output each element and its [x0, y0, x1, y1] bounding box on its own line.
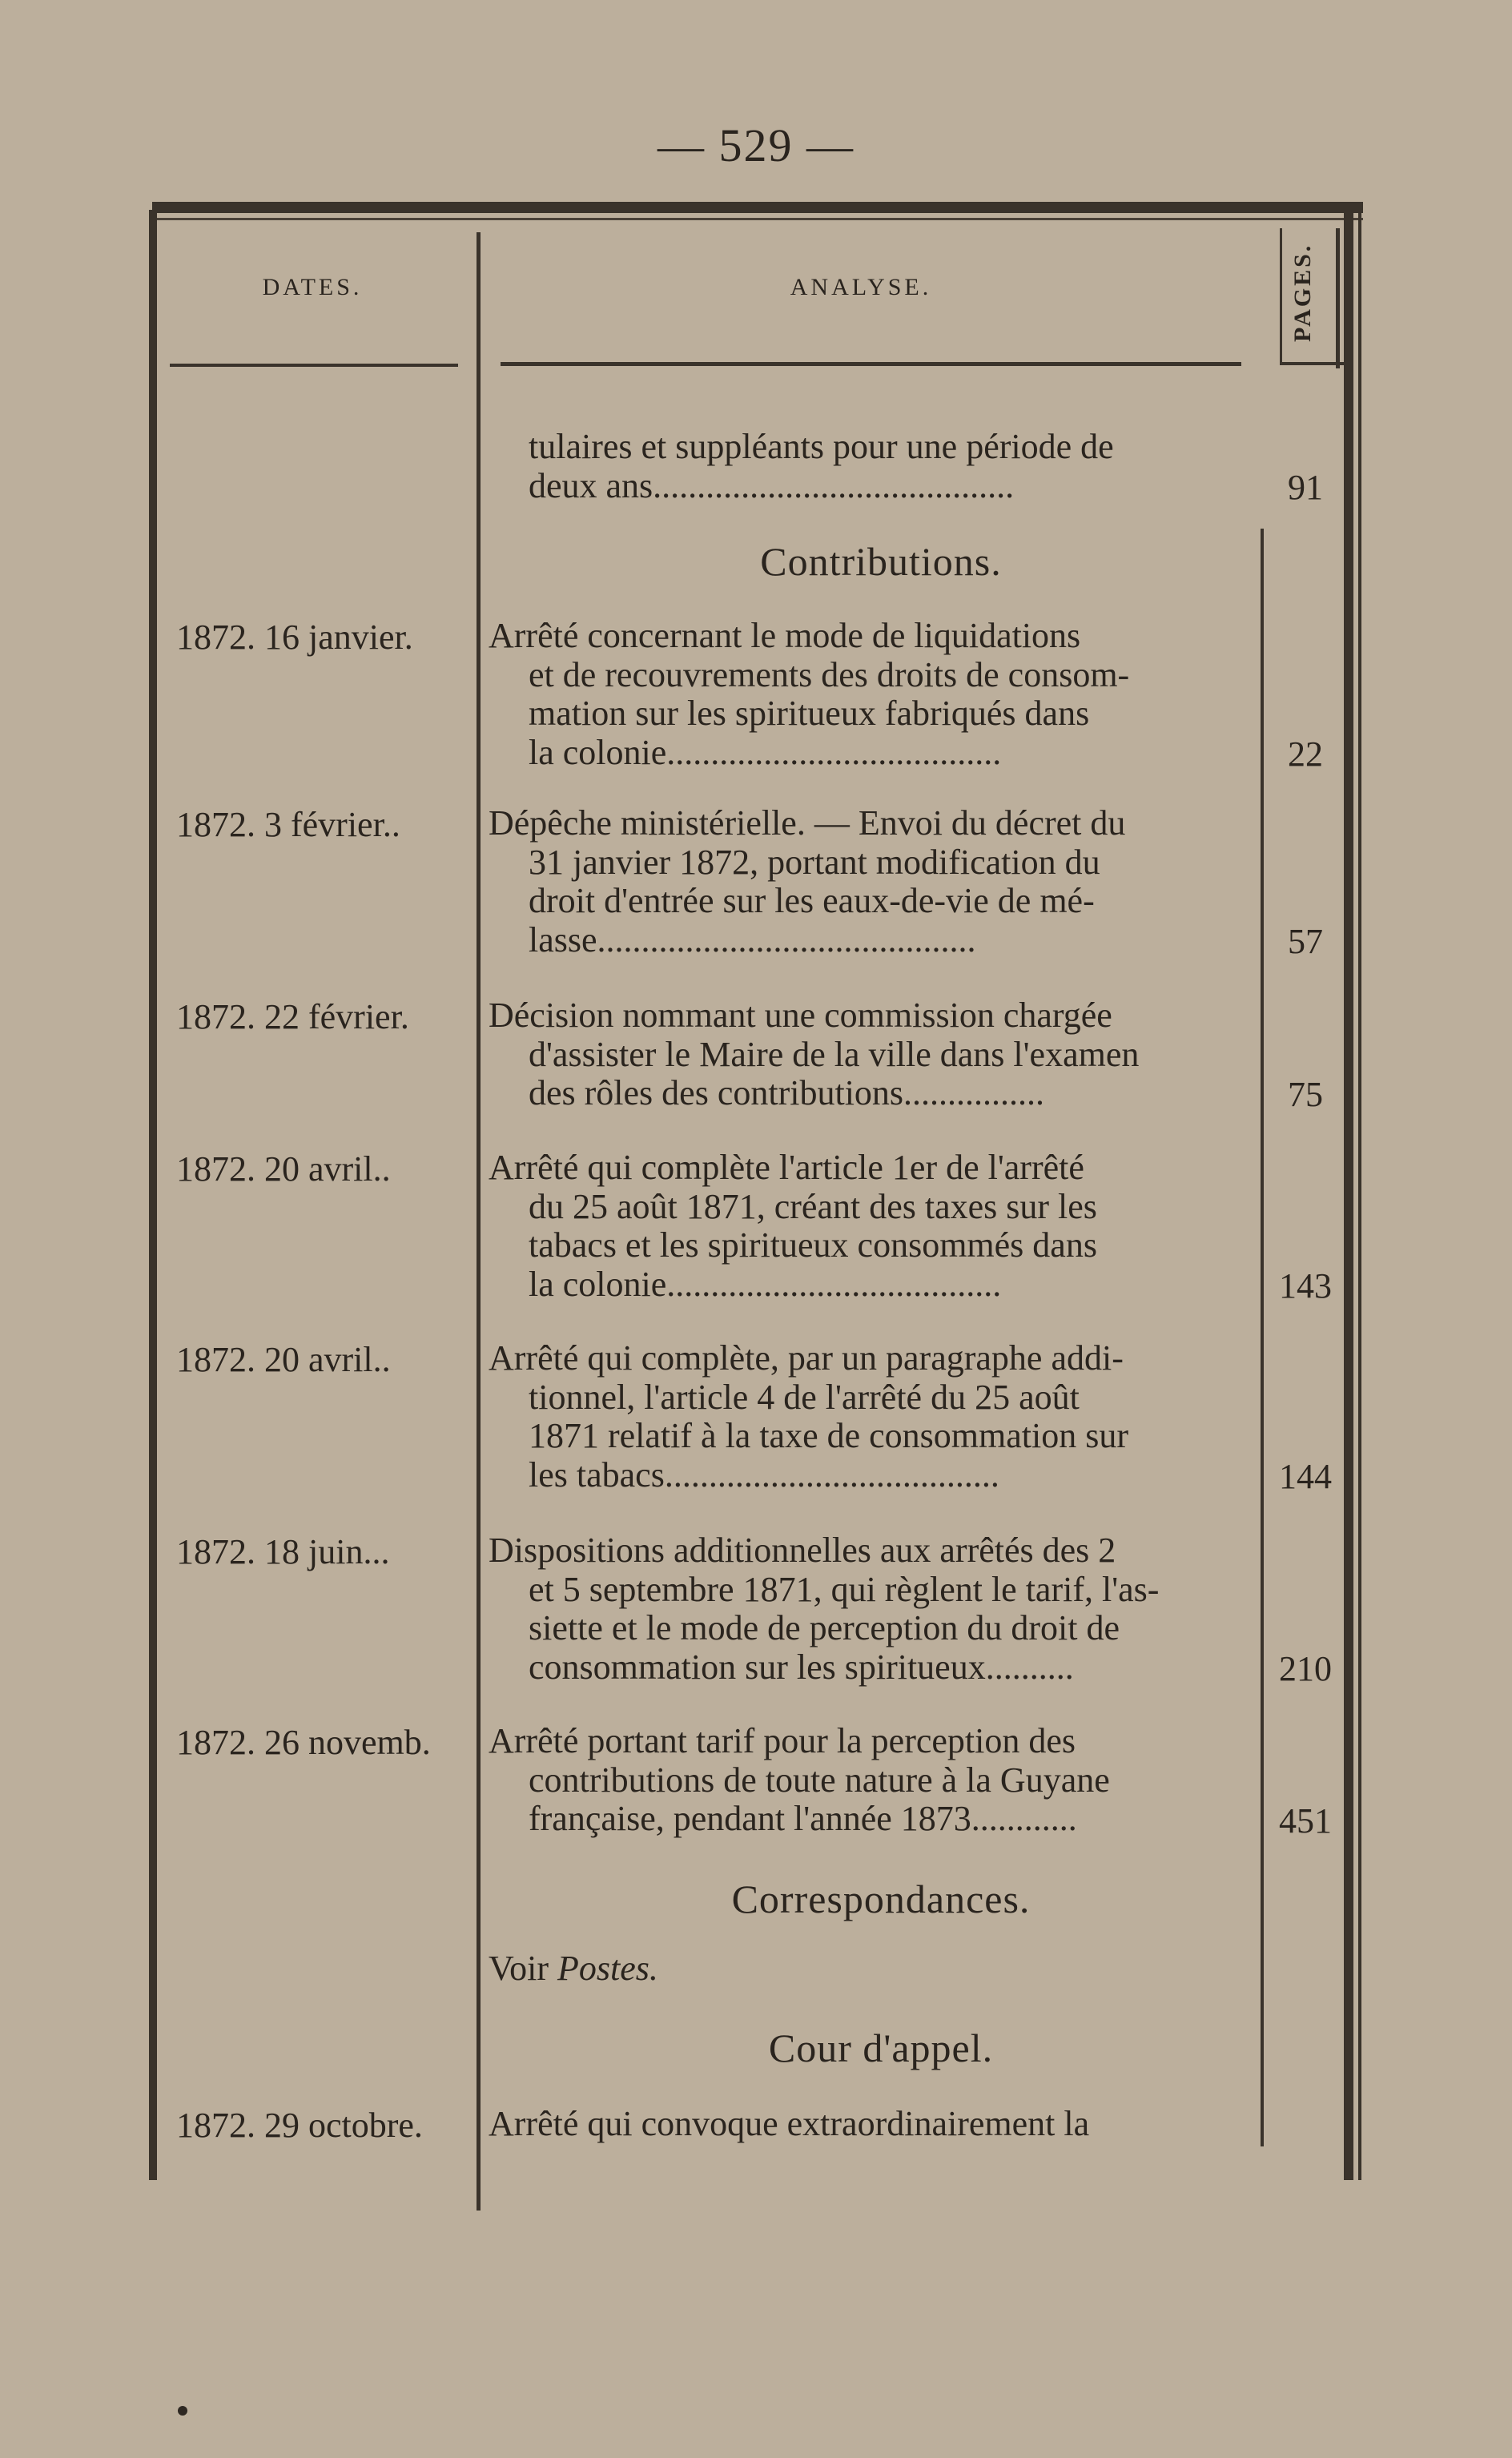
entry-line: droit d'entrée sur les eaux-de-vie de mé- — [529, 882, 1095, 920]
entry-text — [489, 617, 1257, 772]
entry-text — [489, 2105, 1257, 2144]
entry-line: Dispositions additionnelles aux arrêtés des 2 — [489, 1531, 1116, 1570]
entry-line: la colonie...................................... — [529, 1265, 1002, 1304]
entry-line: Arrêté qui complète, par un paragraphe addi- — [489, 1339, 1124, 1378]
entry-date: 1872. 26 novemb. — [176, 1723, 431, 1762]
entry-text — [489, 804, 1257, 959]
entry-line: lasse........................................... — [529, 920, 976, 959]
page-reference: 143 — [1279, 1266, 1332, 1305]
section-title: Correspondances. — [731, 1877, 1031, 1921]
column-header-pages: PAGES. — [1289, 243, 1316, 342]
entry-line: siette et le mode de perception du droit de — [529, 1609, 1120, 1647]
entry-date: 1872. 16 janvier. — [176, 618, 413, 657]
page-reference: 451 — [1279, 1801, 1332, 1840]
page-reference: 57 — [1288, 922, 1323, 961]
entry-line: et 5 septembre 1871, qui règlent le tarif, l'as- — [529, 1570, 1160, 1609]
entry-line: Dépêche ministérielle. — Envoi du décret du — [489, 804, 1126, 843]
entry-text — [489, 1149, 1257, 1304]
entry-line: Arrêté qui complète l'article 1er de l'arrêté — [489, 1149, 1084, 1187]
ink-speck — [178, 2406, 187, 2416]
entry-line: mation sur les spiritueux fabriqués dans — [529, 694, 1090, 733]
page-reference: 75 — [1288, 1075, 1323, 1114]
entry-date: 1872. 20 avril.. — [176, 1340, 391, 1379]
entry-line: du 25 août 1871, créant des taxes sur les — [529, 1187, 1097, 1226]
entry-line: 1871 relatif à la taxe de consommation sur — [529, 1417, 1128, 1455]
page-reference: 210 — [1279, 1649, 1332, 1688]
entry-text — [489, 428, 1257, 505]
column-divider-pages-mark — [1336, 228, 1340, 368]
entry-line: consommation sur les spiritueux.......... — [529, 1647, 1074, 1687]
column-divider-pages-header — [1280, 228, 1282, 364]
cross-reference-prefix: Voir — [489, 1949, 549, 1988]
entry-text — [489, 1339, 1257, 1495]
entry-line: Arrêté qui convoque extraordinairement la — [489, 2105, 1090, 2143]
entry-line: les tabacs...................................... — [529, 1455, 999, 1495]
entry-line: d'assister le Maire de la ville dans l'examen — [529, 1035, 1140, 1074]
entry-date: 1872. 18 juin... — [176, 1532, 390, 1571]
page-reference: 22 — [1288, 734, 1323, 774]
entry-text — [489, 1722, 1257, 1839]
header-rule-analyse — [501, 362, 1241, 366]
entry-line: tionnel, l'article 4 de l'arrêté du 25 août — [529, 1378, 1080, 1417]
entry-line: Arrêté concernant le mode de liquidations — [489, 617, 1081, 655]
entry-line: contributions de toute nature à la Guyane — [529, 1760, 1110, 1800]
entry-line: tulaires et suppléants pour une période de — [529, 428, 1114, 466]
cross-reference — [489, 1948, 658, 1989]
entry-date: 1872. 22 février. — [176, 997, 409, 1036]
header-rule-dates — [170, 364, 458, 367]
entry-line: Décision nommant une commission chargée — [489, 996, 1112, 1035]
entry-line: des rôles des contributions................ — [529, 1074, 1045, 1112]
frame-left-border — [149, 210, 157, 2180]
column-header-dates: DATES. — [262, 274, 363, 300]
frame-top-border — [152, 202, 1363, 213]
section-title: Contributions. — [760, 539, 1002, 584]
section-title: Cour d'appel. — [768, 2026, 994, 2070]
entry-line: Arrêté portant tarif pour la perception des — [489, 1722, 1076, 1760]
page-reference: 91 — [1288, 468, 1323, 507]
cross-reference-target: Postes. — [557, 1949, 658, 1988]
entry-line: et de recouvrements des droits de consom- — [529, 655, 1130, 694]
entry-text — [489, 996, 1257, 1113]
entry-line: 31 janvier 1872, portant modification du — [529, 843, 1100, 882]
entry-line: française, pendant l'année 1873............ — [529, 1800, 1077, 1838]
entry-line: deux ans......................................... — [529, 466, 1015, 505]
column-header-analyse: ANALYSE. — [790, 274, 932, 300]
entry-text — [489, 1531, 1257, 1687]
page-number: — 529 — — [657, 119, 855, 171]
entry-line: tabacs et les spiritueux consommés dans — [529, 1226, 1097, 1265]
page-reference: 144 — [1279, 1457, 1332, 1496]
entry-date: 1872. 20 avril.. — [176, 1149, 391, 1189]
frame-right-border-outer — [1358, 210, 1361, 2180]
header-rule-pages — [1280, 362, 1344, 365]
entry-line: la colonie...................................... — [529, 733, 1002, 772]
entry-date: 1872. 29 octobre. — [176, 2106, 423, 2145]
frame-top-border-thin — [152, 218, 1363, 220]
entry-date: 1872. 3 février.. — [176, 805, 400, 844]
